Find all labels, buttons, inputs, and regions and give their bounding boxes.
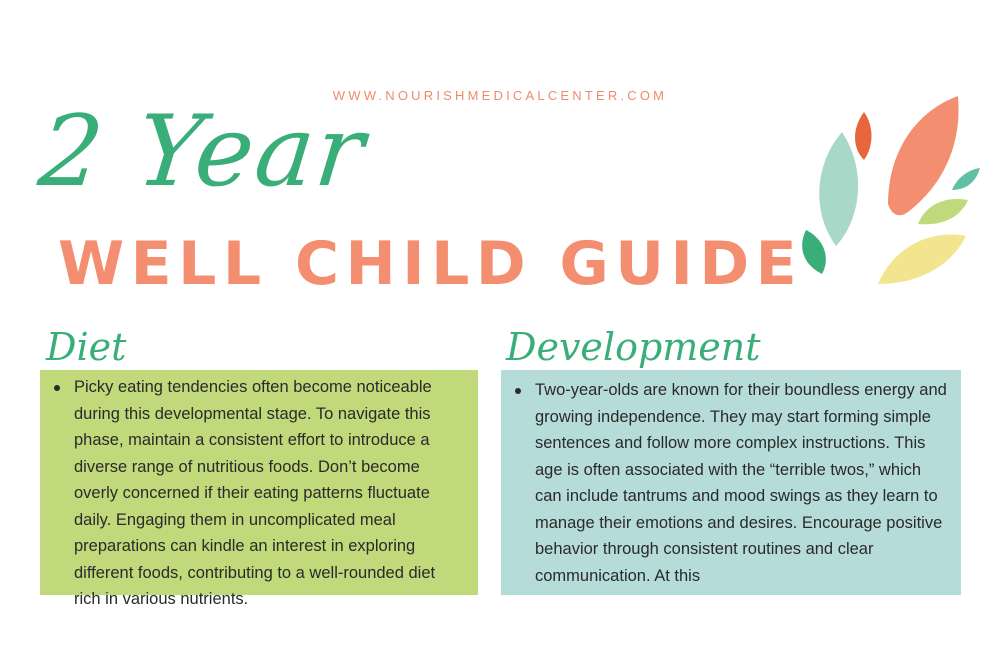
diet-panel: [40, 370, 478, 608]
leaf-coral-large-icon: [888, 96, 959, 215]
page-title: 2 Year: [34, 95, 371, 209]
website-url: WWW.NOURISHMEDICALCENTER.COM: [332, 88, 668, 103]
leaf-green-icon: [802, 230, 826, 274]
leaf-orange-small-icon: [855, 112, 872, 160]
development-heading: Development: [506, 325, 761, 369]
development-list-item: [535, 372, 949, 589]
diet-list: [40, 370, 478, 613]
bullet-icon: [515, 388, 521, 394]
leaf-yellow-icon: [878, 235, 966, 284]
development-list: [501, 370, 961, 589]
leaf-mint-icon: [819, 132, 858, 246]
page-subtitle: WELL CHILD GUIDE: [58, 229, 804, 299]
bullet-icon: [54, 385, 60, 391]
diet-heading: Diet: [46, 325, 127, 369]
development-panel: [501, 370, 961, 595]
leaf-teal-icon: [952, 168, 980, 190]
leaf-lime-icon: [918, 199, 968, 224]
leaves-icon: [796, 92, 986, 292]
development-text: Two-year-olds are known for their boundless energy and growing independence. They may start forming simple sentences and follow more complex instructions. This age is often associated with the “terrible twos,” which can include tantrums and mood swings as they learn to manage their emotions and desires. Encourage positive behavior through consistent routines and clear communication. At this: [535, 381, 947, 585]
diet-list-item: [74, 372, 466, 613]
diet-text: Picky eating tendencies often become noticeable during this developmental stage. To navigate this phase, maintain a consistent effort to introduce a diverse range of nutritious foods. Don’t become overly concerned if their eating patterns fluctuate daily. Engaging them in uncomplicated meal preparations can kindle an interest in exploring different foods, contributing to a well-rounded diet rich in various nutrients.: [74, 378, 436, 608]
